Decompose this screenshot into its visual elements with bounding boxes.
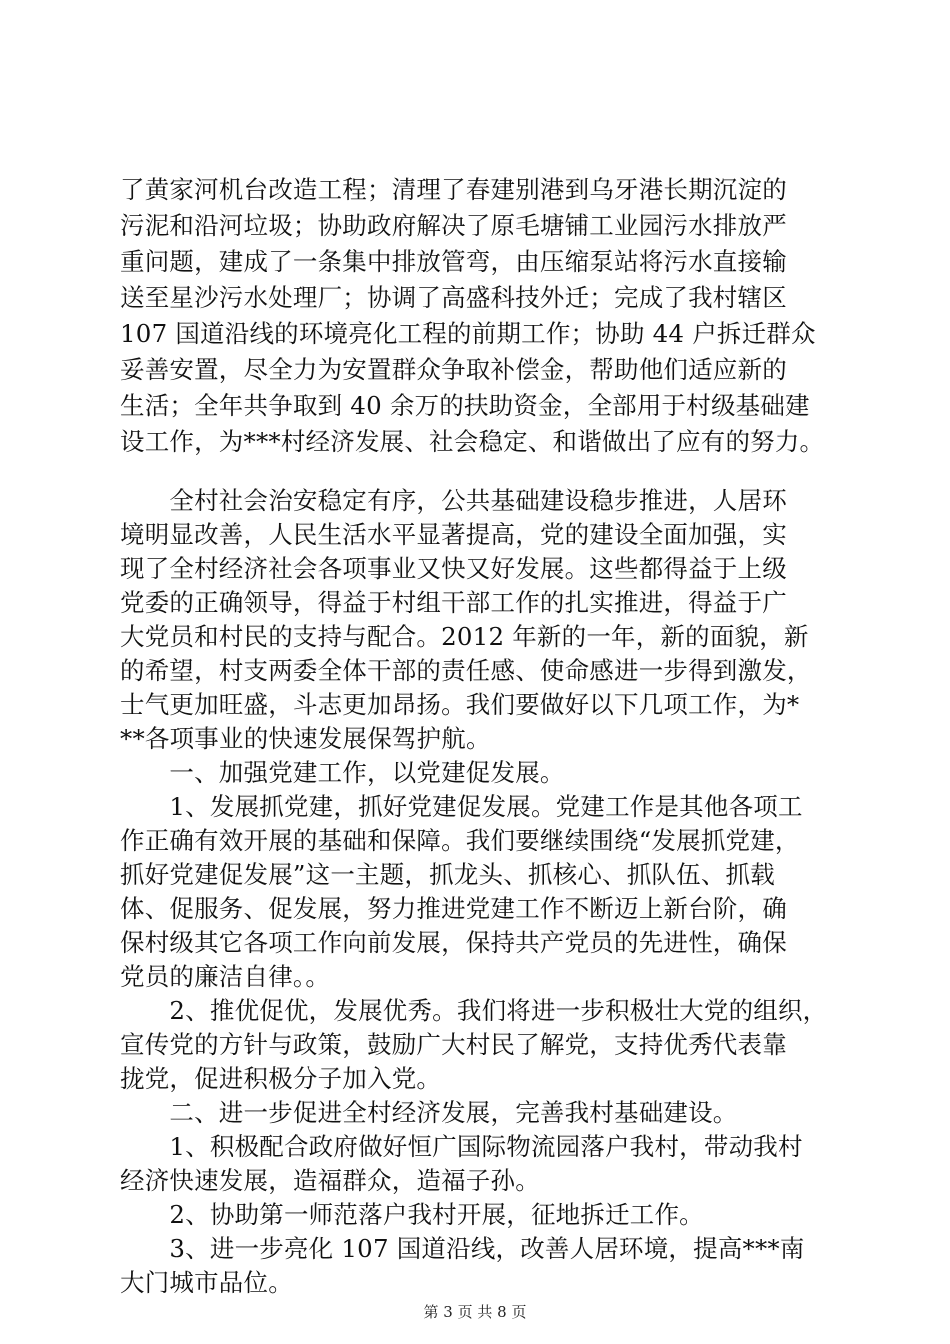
page-number-footer: 第 3 页 共 8 页 xyxy=(423,1303,527,1321)
paragraph-line: 抓好党建促发展”这一主题，抓龙头、抓核心、抓队伍、抓载 xyxy=(120,860,775,889)
text-line: 107 国道沿线的环境亮化工程的前期工作；协助 44 户拆迁群众 xyxy=(120,319,816,348)
paragraph-line: **各项事业的快速发展保驾护航。 xyxy=(120,724,491,753)
paragraph-line: 境明显改善，人民生活水平显著提高，党的建设全面加强，实 xyxy=(120,520,787,549)
paragraph-line: 现了全村经济社会各项事业又快又好发展。这些都得益于上级 xyxy=(120,554,787,583)
paragraph-line: 大门城市品位。 xyxy=(120,1268,293,1297)
paragraph-line: 经济快速发展，造福群众，造福子孙。 xyxy=(120,1166,540,1195)
section-heading: 一、加强党建工作，以党建促发展。 xyxy=(120,758,565,787)
text-line: 送至星沙污水处理厂；协调了高盛科技外迁；完成了我村辖区 xyxy=(120,283,787,312)
paragraph-line: 保村级其它各项工作向前发展，保持共产党员的先进性，确保 xyxy=(120,928,787,957)
text-line: 妥善安置，尽全力为安置群众争取补偿金，帮助他们适应新的 xyxy=(120,355,787,384)
text-line: 重问题，建成了一条集中排放管弯，由压缩泵站将污水直接输 xyxy=(120,247,787,276)
paragraph-line: 拢党，促进积极分子加入党。 xyxy=(120,1064,442,1093)
paragraph-line: 的希望，村支两委全体干部的责任感、使命感进一步得到激发， xyxy=(120,656,812,685)
paragraph-line: 党员的廉洁自律。。 xyxy=(120,962,331,991)
paragraph-line: 体、促服务、促发展，努力推进党建工作不断迈上新台阶，确 xyxy=(120,894,787,923)
paragraph-line: 2、协助第一师范落户我村开展，征地拆迁工作。 xyxy=(120,1200,704,1229)
text-line: 了黄家河机台改造工程；清理了春建别港到乌牙港长期沉淀的 xyxy=(120,175,787,204)
paragraph-line: 党委的正确领导，得益于村组干部工作的扎实推进，得益于广 xyxy=(120,588,787,617)
text-line: 生活；全年共争取到 40 余万的扶助资金，全部用于村级基础建 xyxy=(120,391,810,420)
text-line: 设工作，为***村经济发展、社会稳定、和谐做出了应有的努力。 xyxy=(120,427,825,456)
paragraph-line: 士气更加旺盛，斗志更加昂扬。我们要做好以下几项工作，为* xyxy=(120,690,800,719)
paragraph-line: 作正确有效开展的基础和保障。我们要继续围绕“发展抓党建， xyxy=(120,826,800,855)
paragraph-line: 宣传党的方针与政策，鼓励广大村民了解党，支持优秀代表靠 xyxy=(120,1030,787,1059)
paragraph-line: 2、推优促优，发展优秀。我们将进一步积极壮大党的组织， xyxy=(120,996,828,1025)
paragraph-line: 3、进一步亮化 107 国道沿线，改善人居环境，提高***南 xyxy=(120,1234,805,1263)
section-heading: 二、进一步促进全村经济发展，完善我村基础建设。 xyxy=(120,1098,738,1127)
paragraph-line: 1、积极配合政府做好恒广国际物流园落户我村，带动我村 xyxy=(120,1132,803,1161)
paragraph-line: 全村社会治安稳定有序，公共基础建设稳步推进，人居环 xyxy=(120,486,787,515)
paragraph-line: 大党员和村民的支持与配合。2012 年新的一年，新的面貌，新 xyxy=(120,622,809,651)
paragraph-line: 1、发展抓党建，抓好党建促发展。党建工作是其他各项工 xyxy=(120,792,803,821)
text-line: 污泥和沿河垃圾；协助政府解决了原毛塘铺工业园污水排放严 xyxy=(120,211,787,240)
